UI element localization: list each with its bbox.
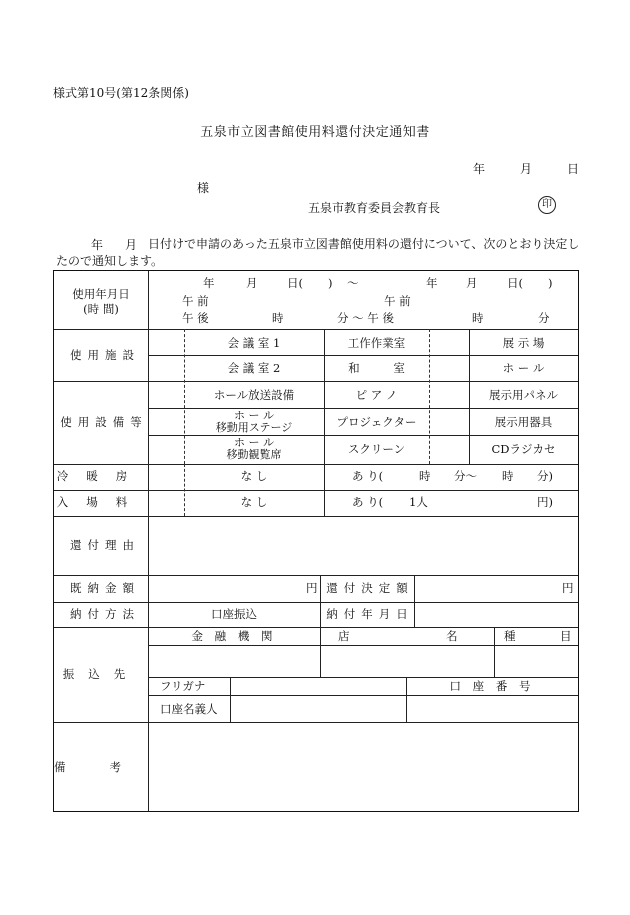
label-usage-date: 使用年月日 (72, 287, 130, 301)
equipment-exhibit-panel: 展示用パネル (489, 388, 558, 402)
bank-furigana-label: フリガナ (160, 679, 206, 693)
bank-account-number-header: 口 座 番 号 (449, 679, 535, 693)
heating-hour-b: 時 (502, 469, 514, 483)
label-reason: 還付理由 (70, 538, 140, 552)
document-title: 五泉市立図書館使用料還付決定通知書 (200, 125, 430, 140)
label-heating: 冷暖房 (56, 469, 146, 483)
bank-branch-suffix: 名 (446, 629, 458, 643)
seal-mark: 印 (538, 196, 556, 214)
refund-form-table (53, 270, 579, 812)
usage-minute-2: 分 (538, 311, 550, 325)
label-facility: 使用施設 (70, 348, 140, 362)
label-equipment: 使用設備等 (60, 415, 148, 429)
heating-hour-a: 時 (419, 469, 431, 483)
usage-paren-1: ) (328, 276, 333, 290)
admission-per-person: 1人 (409, 495, 428, 509)
facility-room-1: 会 議 室 1 (227, 336, 281, 350)
paid-amount-yen: 円 (306, 581, 318, 595)
label-paid-amount: 既納金額 (70, 581, 140, 595)
equipment-hall-broadcast: ホール放送設備 (213, 388, 295, 402)
date-year: 年 (473, 162, 486, 176)
intro-text: 日付けで申請のあった五泉市立図書館使用料の還付について、次のとおり決定したので通知します。 (56, 237, 580, 268)
equipment-mobile-seats: 移動観覧席 (226, 448, 282, 461)
facility-exhibit-space: 展 示 場 (502, 336, 545, 350)
issuer-name: 五泉市教育委員会教育長 (308, 201, 441, 215)
equipment-hall-line-2: ホ ー ル (234, 436, 274, 449)
heating-minute-b: 分) (537, 469, 553, 483)
payment-method-value: 口座振込 (211, 607, 257, 621)
label-transfer-to: 振込先 (62, 667, 140, 681)
bank-type-a: 種 (504, 629, 516, 643)
usage-am-1: 午 前 (182, 294, 209, 308)
facility-hall: ホ ー ル (502, 361, 545, 375)
bank-type-b: 目 (560, 629, 572, 643)
refund-amount-yen: 円 (562, 581, 574, 595)
usage-am-2: 午 前 (384, 294, 411, 308)
usage-year-2: 年 (426, 276, 438, 290)
bank-branch-header: 店 (338, 629, 350, 643)
label-payment-method: 納付方法 (70, 607, 140, 621)
heating-minute-a: 分〜 (454, 469, 477, 483)
usage-tilde: 〜 (347, 276, 359, 290)
payment-date-label: 納付年月日 (326, 607, 414, 621)
heating-none: な し (240, 469, 268, 483)
admission-yen: 円) (537, 495, 553, 509)
usage-month-1: 月 (246, 276, 258, 290)
form-number: 様式第10号(第12条関係) (53, 86, 189, 100)
usage-paren-2: ) (548, 276, 553, 290)
equipment-piano: ピ ア ノ (355, 388, 398, 402)
facility-washitsu: 和 室 (348, 361, 405, 375)
usage-hour-1: 時 (272, 311, 284, 325)
usage-year-1: 年 (203, 276, 215, 290)
usage-day-2: 日( (507, 276, 523, 290)
heating-yes: あ り( (352, 469, 384, 483)
equipment-cd-radio: CDラジカセ (491, 442, 556, 456)
refund-amount-label: 還付決定額 (326, 581, 414, 595)
equipment-hall-line: ホ ー ル (234, 409, 274, 422)
addressee-suffix: 様 (197, 181, 210, 195)
facility-workroom: 工作作業室 (347, 336, 406, 350)
date-day: 日 (567, 162, 580, 176)
usage-month-2: 月 (466, 276, 478, 290)
usage-pm-1: 午 後 (182, 311, 209, 325)
equipment-exhibit-tools: 展示用器具 (494, 415, 553, 429)
label-usage-time: (時 間) (83, 302, 119, 316)
bank-account-holder-label: 口座名義人 (160, 702, 218, 716)
facility-room-2: 会 議 室 2 (227, 361, 281, 375)
label-admission: 入場料 (56, 495, 146, 509)
intro-year: 年 (91, 238, 104, 252)
label-remarks: 備考 (54, 760, 165, 774)
date-month: 月 (520, 162, 533, 176)
equipment-mobile-stage: 移動用ステージ (215, 421, 293, 434)
intro-month: 月 (125, 238, 138, 252)
equipment-projector: プロジェクター (336, 415, 417, 429)
usage-hour-2: 時 (472, 311, 484, 325)
usage-day-1: 日( (287, 276, 303, 290)
usage-minute-range: 分 〜 午 後 (337, 311, 394, 325)
admission-none: な し (240, 495, 268, 509)
equipment-screen: スクリーン (347, 442, 406, 456)
bank-institution-header: 金 融 機 関 (191, 629, 277, 643)
admission-yes: あ り( (352, 495, 384, 509)
